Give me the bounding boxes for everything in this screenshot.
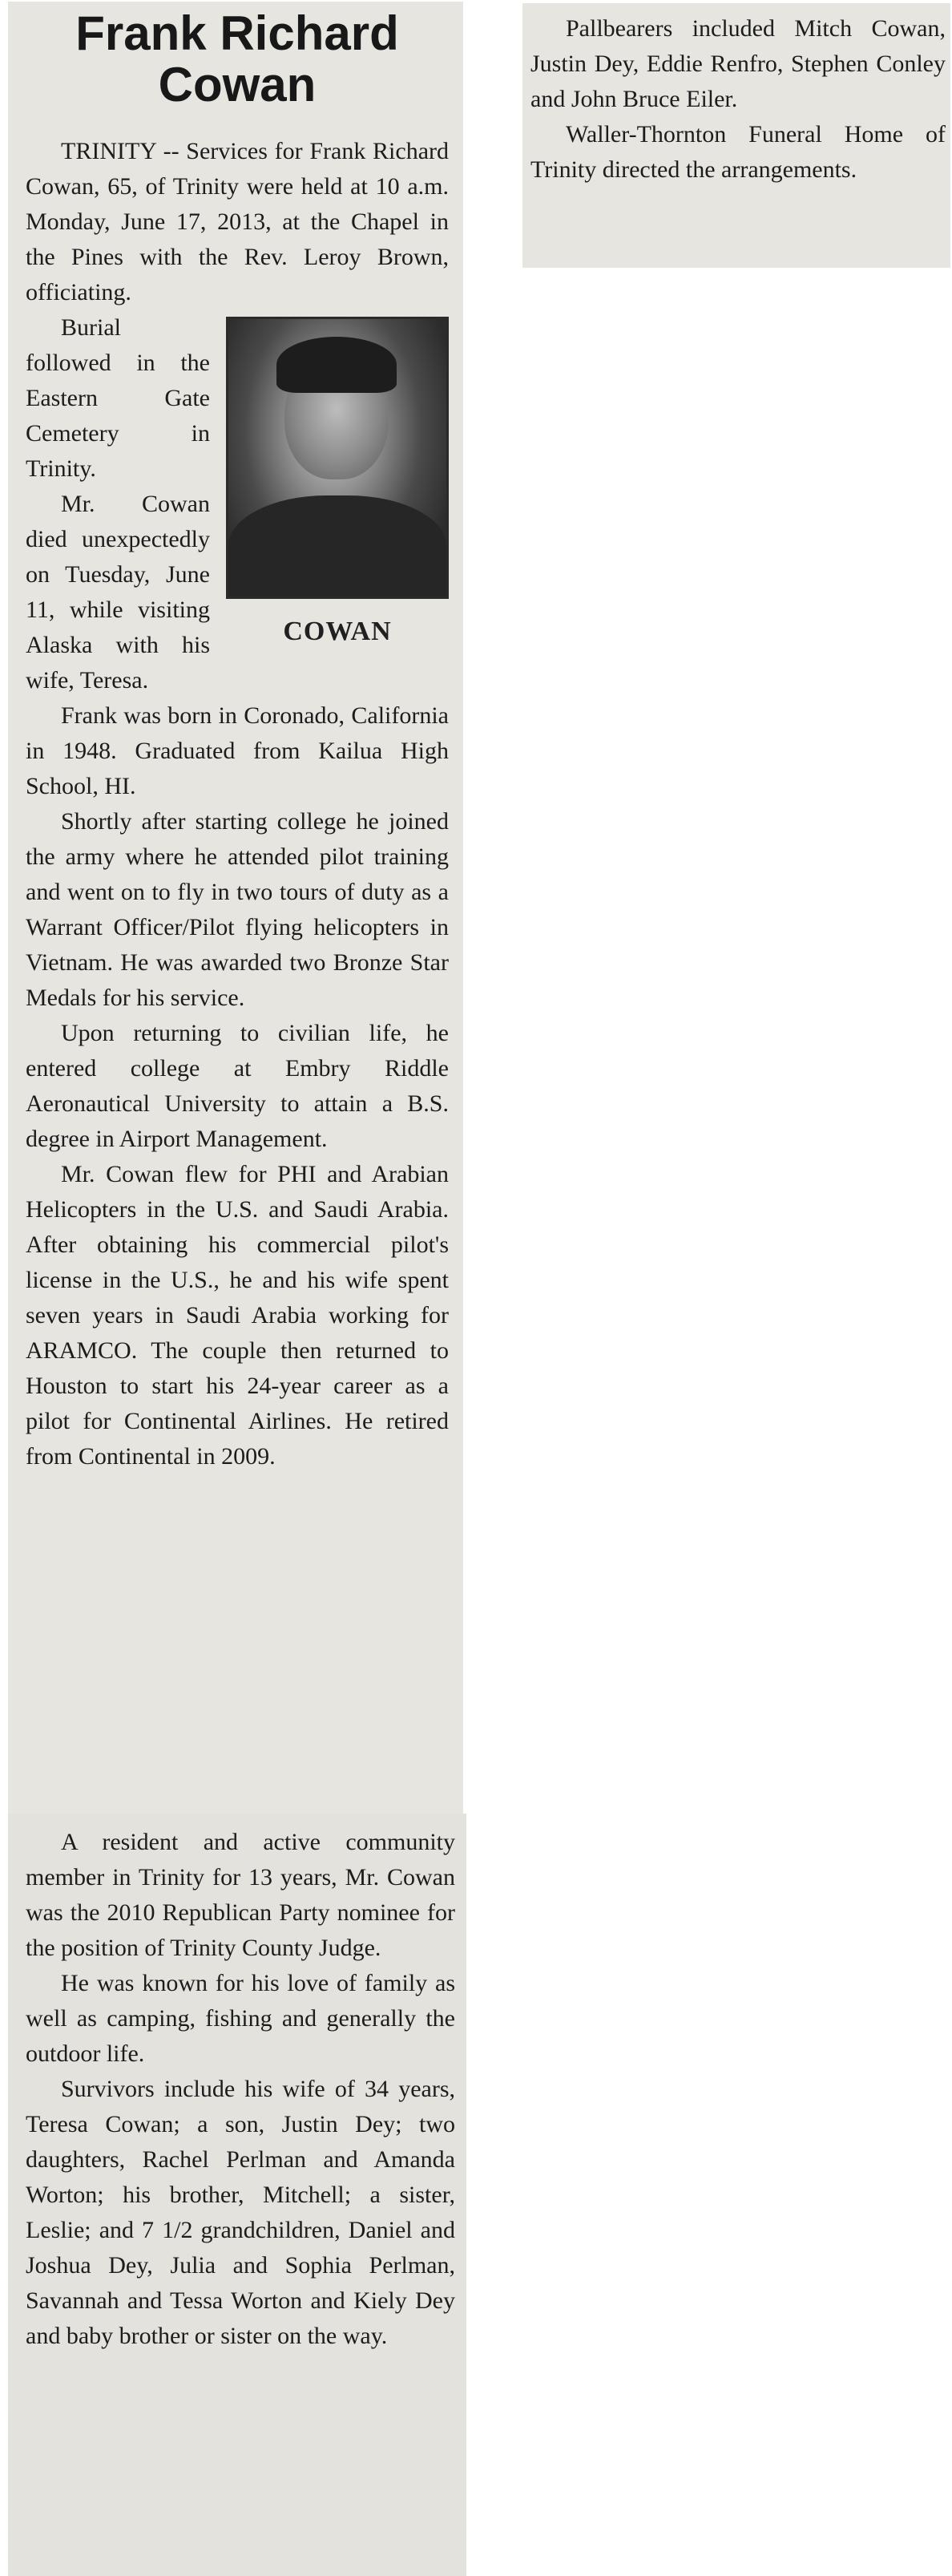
obituary-paragraph: Waller-Thornton Funeral Home of Trinity directed the arrangements. [530,121,946,183]
obituary-paragraph: Upon returning to civilian life, he entered college at Embry Riddle Aeronautical University to attain a B.S. degree in Airport Management. [26,1020,449,1153]
obituary-paragraph: Shortly after starting college he joined the army where he attended pilot training and went on to fly in two tours of duty as a Warrant Officer/Pilot flying helicopters in Vietnam. He was awarded two Bronze Star Medals for his service. [26,808,449,1012]
obituary-paragraph: Survivors include his wife of 34 years, Teresa Cowan; a son, Justin Dey; two daughters, Rachel Perlman and Amanda Worton; his brother, Mitchell; a sister, Leslie; and 7 1/2 grandchildren, Daniel and Joshua Dey, Julia and Sophia Perlman, Savannah and Tessa Worton and Kiely Dey and baby brother or sister on the way. [26,2076,455,2349]
obituary-paragraph: Mr. Cowan died unexpectedly on Tuesday, June 11, while visiting Alaska with his wife, Teresa. [26,491,210,694]
obituary-paragraph: Frank was born in Coronado, California in 1948. Graduated from Kailua High School, HI. [26,702,449,800]
portrait-photo [226,317,449,599]
obituary-paragraph: Mr. Cowan flew for PHI and Arabian Helicopters in the U.S. and Saudi Arabia. After obtaining his commercial pilot's license in the U.S., he and his wife spent seven years in Saudi Arabia working for ARAMCO. The couple then returned to Houston to start his 24-year career as a pilot for Continental Airlines. He retired from Continental in 2009. [26,1161,449,1470]
obituary-clipping-lower [8,1814,466,2576]
portrait-block [226,317,449,647]
photo-caption: COWAN [283,617,392,647]
obituary-clipping-main [8,2,463,1814]
obituary-paragraph: TRINITY -- Services for Frank Richard Cowan, 65, of Trinity were held at 10 a.m. Monday, June 17, 2013, at the Chapel in the Pines with the Rev. Leroy Brown, officiating. [26,138,449,306]
obituary-paragraph: A resident and active community member in Trinity for 13 years, Mr. Cowan was the 2010 Republican Party nominee for the position of Trinity County Judge. [26,1829,455,1961]
obituary-clipping-right [522,3,950,268]
obituary-headline: Frank Richard Cowan [75,6,399,111]
obituary-paragraph: Burial followed in the Eastern Gate Cemetery in Trinity. [26,314,210,483]
obituary-paragraph: He was known for his love of family as well as camping, fishing and generally the outdoor life. [26,1970,455,2067]
obituary-paragraph: Pallbearers included Mitch Cowan, Justin Dey, Eddie Renfro, Stephen Conley and John Bruce Eiler. [530,15,946,112]
